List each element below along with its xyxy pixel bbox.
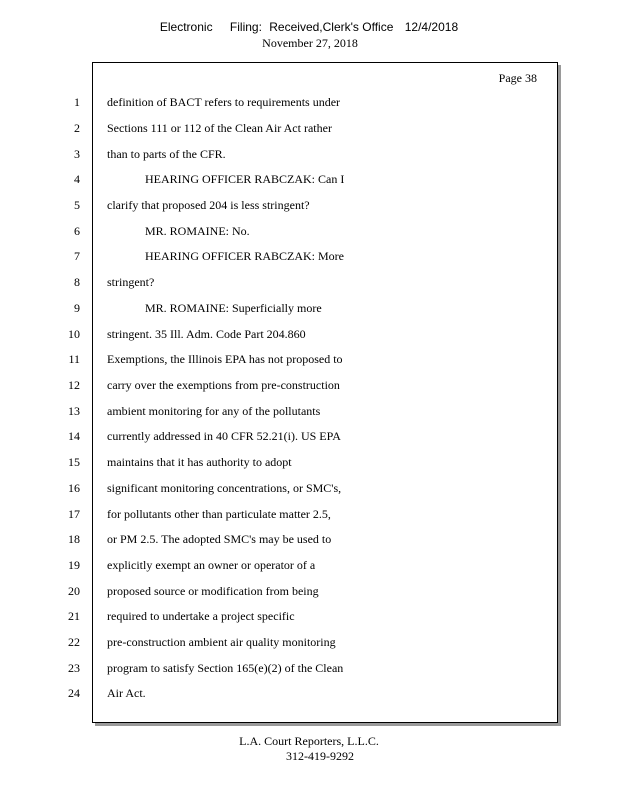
transcript-line [0, 455, 618, 471]
line-text: currently addressed in 40 CFR 52.21(i). US EPA [107, 429, 341, 443]
line-text: stringent. 35 Ill. Adm. Code Part 204.860 [107, 327, 306, 341]
transcript-line [0, 301, 618, 317]
line-text: clarify that proposed 204 is less stringent? [107, 198, 310, 212]
line-number: 8 [74, 275, 80, 289]
transcript-line [0, 224, 618, 240]
line-text: program to satisfy Section 165(e)(2) of the Clean [107, 661, 344, 675]
line-number: 17 [68, 507, 80, 521]
footer-company: L.A. Court Reporters, L.L.C. [239, 734, 379, 748]
stamp-date: 12/4/2018 [404, 20, 459, 34]
line-number: 9 [74, 301, 80, 315]
line-text: for pollutants other than particulate matter 2.5, [107, 507, 331, 521]
footer-phone: 312-419-9292 [286, 749, 354, 763]
line-text: explicitly exempt an owner or operator of a [107, 558, 316, 572]
line-number: 20 [68, 584, 80, 598]
transcript-line [0, 635, 618, 651]
transcript-line [0, 327, 618, 343]
transcript-line [0, 558, 618, 574]
transcript-line [0, 249, 618, 265]
stamp-office: Office [362, 20, 394, 34]
transcript-line [0, 686, 618, 702]
transcript-line [0, 481, 618, 497]
line-number: 11 [68, 352, 80, 366]
line-number: 14 [68, 429, 80, 443]
line-number: 1 [74, 95, 80, 109]
line-number: 7 [74, 249, 80, 263]
line-text: ambient monitoring for any of the pollutants [107, 404, 321, 418]
transcript-line [0, 404, 618, 420]
transcript-line [0, 198, 618, 214]
line-number: 24 [68, 686, 80, 700]
line-text: carry over the exemptions from pre-construction [107, 378, 340, 392]
line-text: significant monitoring concentrations, or SMC's, [107, 481, 342, 495]
stamp-received: Received,Clerk's [269, 20, 359, 34]
line-text: stringent? [107, 275, 155, 289]
line-number: 18 [68, 532, 80, 546]
line-text: or PM 2.5. The adopted SMC's may be used to [107, 532, 332, 546]
line-number: 2 [74, 121, 80, 135]
line-text: definition of BACT refers to requirements under [107, 95, 341, 109]
transcript-line [0, 507, 618, 523]
line-text: than to parts of the CFR. [107, 147, 226, 161]
line-text: pre-construction ambient air quality monitoring [107, 635, 336, 649]
transcript-line [0, 352, 618, 368]
line-number: 19 [68, 558, 80, 572]
line-number: 22 [68, 635, 80, 649]
line-text: HEARING OFFICER RABCZAK: More [145, 249, 345, 263]
transcript-line [0, 147, 618, 163]
line-text: maintains that it has authority to adopt [107, 455, 292, 469]
stamp-filing: Filing: [229, 20, 262, 34]
line-number: 4 [74, 172, 80, 186]
line-text: Air Act. [107, 686, 146, 700]
transcript-line [0, 275, 618, 291]
line-text: MR. ROMAINE: No. [145, 224, 250, 238]
line-number: 6 [74, 224, 80, 238]
line-text: Sections 111 or 112 of the Clean Air Act rather [107, 121, 332, 135]
filing-stamp [0, 20, 618, 34]
line-number: 23 [68, 661, 80, 675]
transcript-date: November 27, 2018 [262, 36, 358, 50]
line-text: HEARING OFFICER RABCZAK: Can I [145, 172, 345, 186]
line-text: required to undertake a project specific [107, 609, 295, 623]
transcript-line [0, 661, 618, 677]
page-number: Page 38 [498, 71, 537, 85]
line-number: 13 [68, 404, 80, 418]
line-number: 5 [74, 198, 80, 212]
line-text: proposed source or modification from being [107, 584, 319, 598]
stamp-electronic: Electronic [159, 20, 213, 34]
transcript-line [0, 584, 618, 600]
transcript-line [0, 378, 618, 394]
transcript-line [0, 121, 618, 137]
line-text: MR. ROMAINE: Superficially more [145, 301, 322, 315]
line-number: 15 [68, 455, 80, 469]
line-number: 3 [74, 147, 80, 161]
transcript-line [0, 95, 618, 111]
line-number: 10 [68, 327, 80, 341]
line-number: 12 [68, 378, 80, 392]
line-number: 16 [68, 481, 80, 495]
transcript-line [0, 609, 618, 625]
line-text: Exemptions, the Illinois EPA has not proposed to [107, 352, 343, 366]
line-number: 21 [68, 609, 80, 623]
transcript-line [0, 172, 618, 188]
transcript-line [0, 532, 618, 548]
transcript-line [0, 429, 618, 445]
